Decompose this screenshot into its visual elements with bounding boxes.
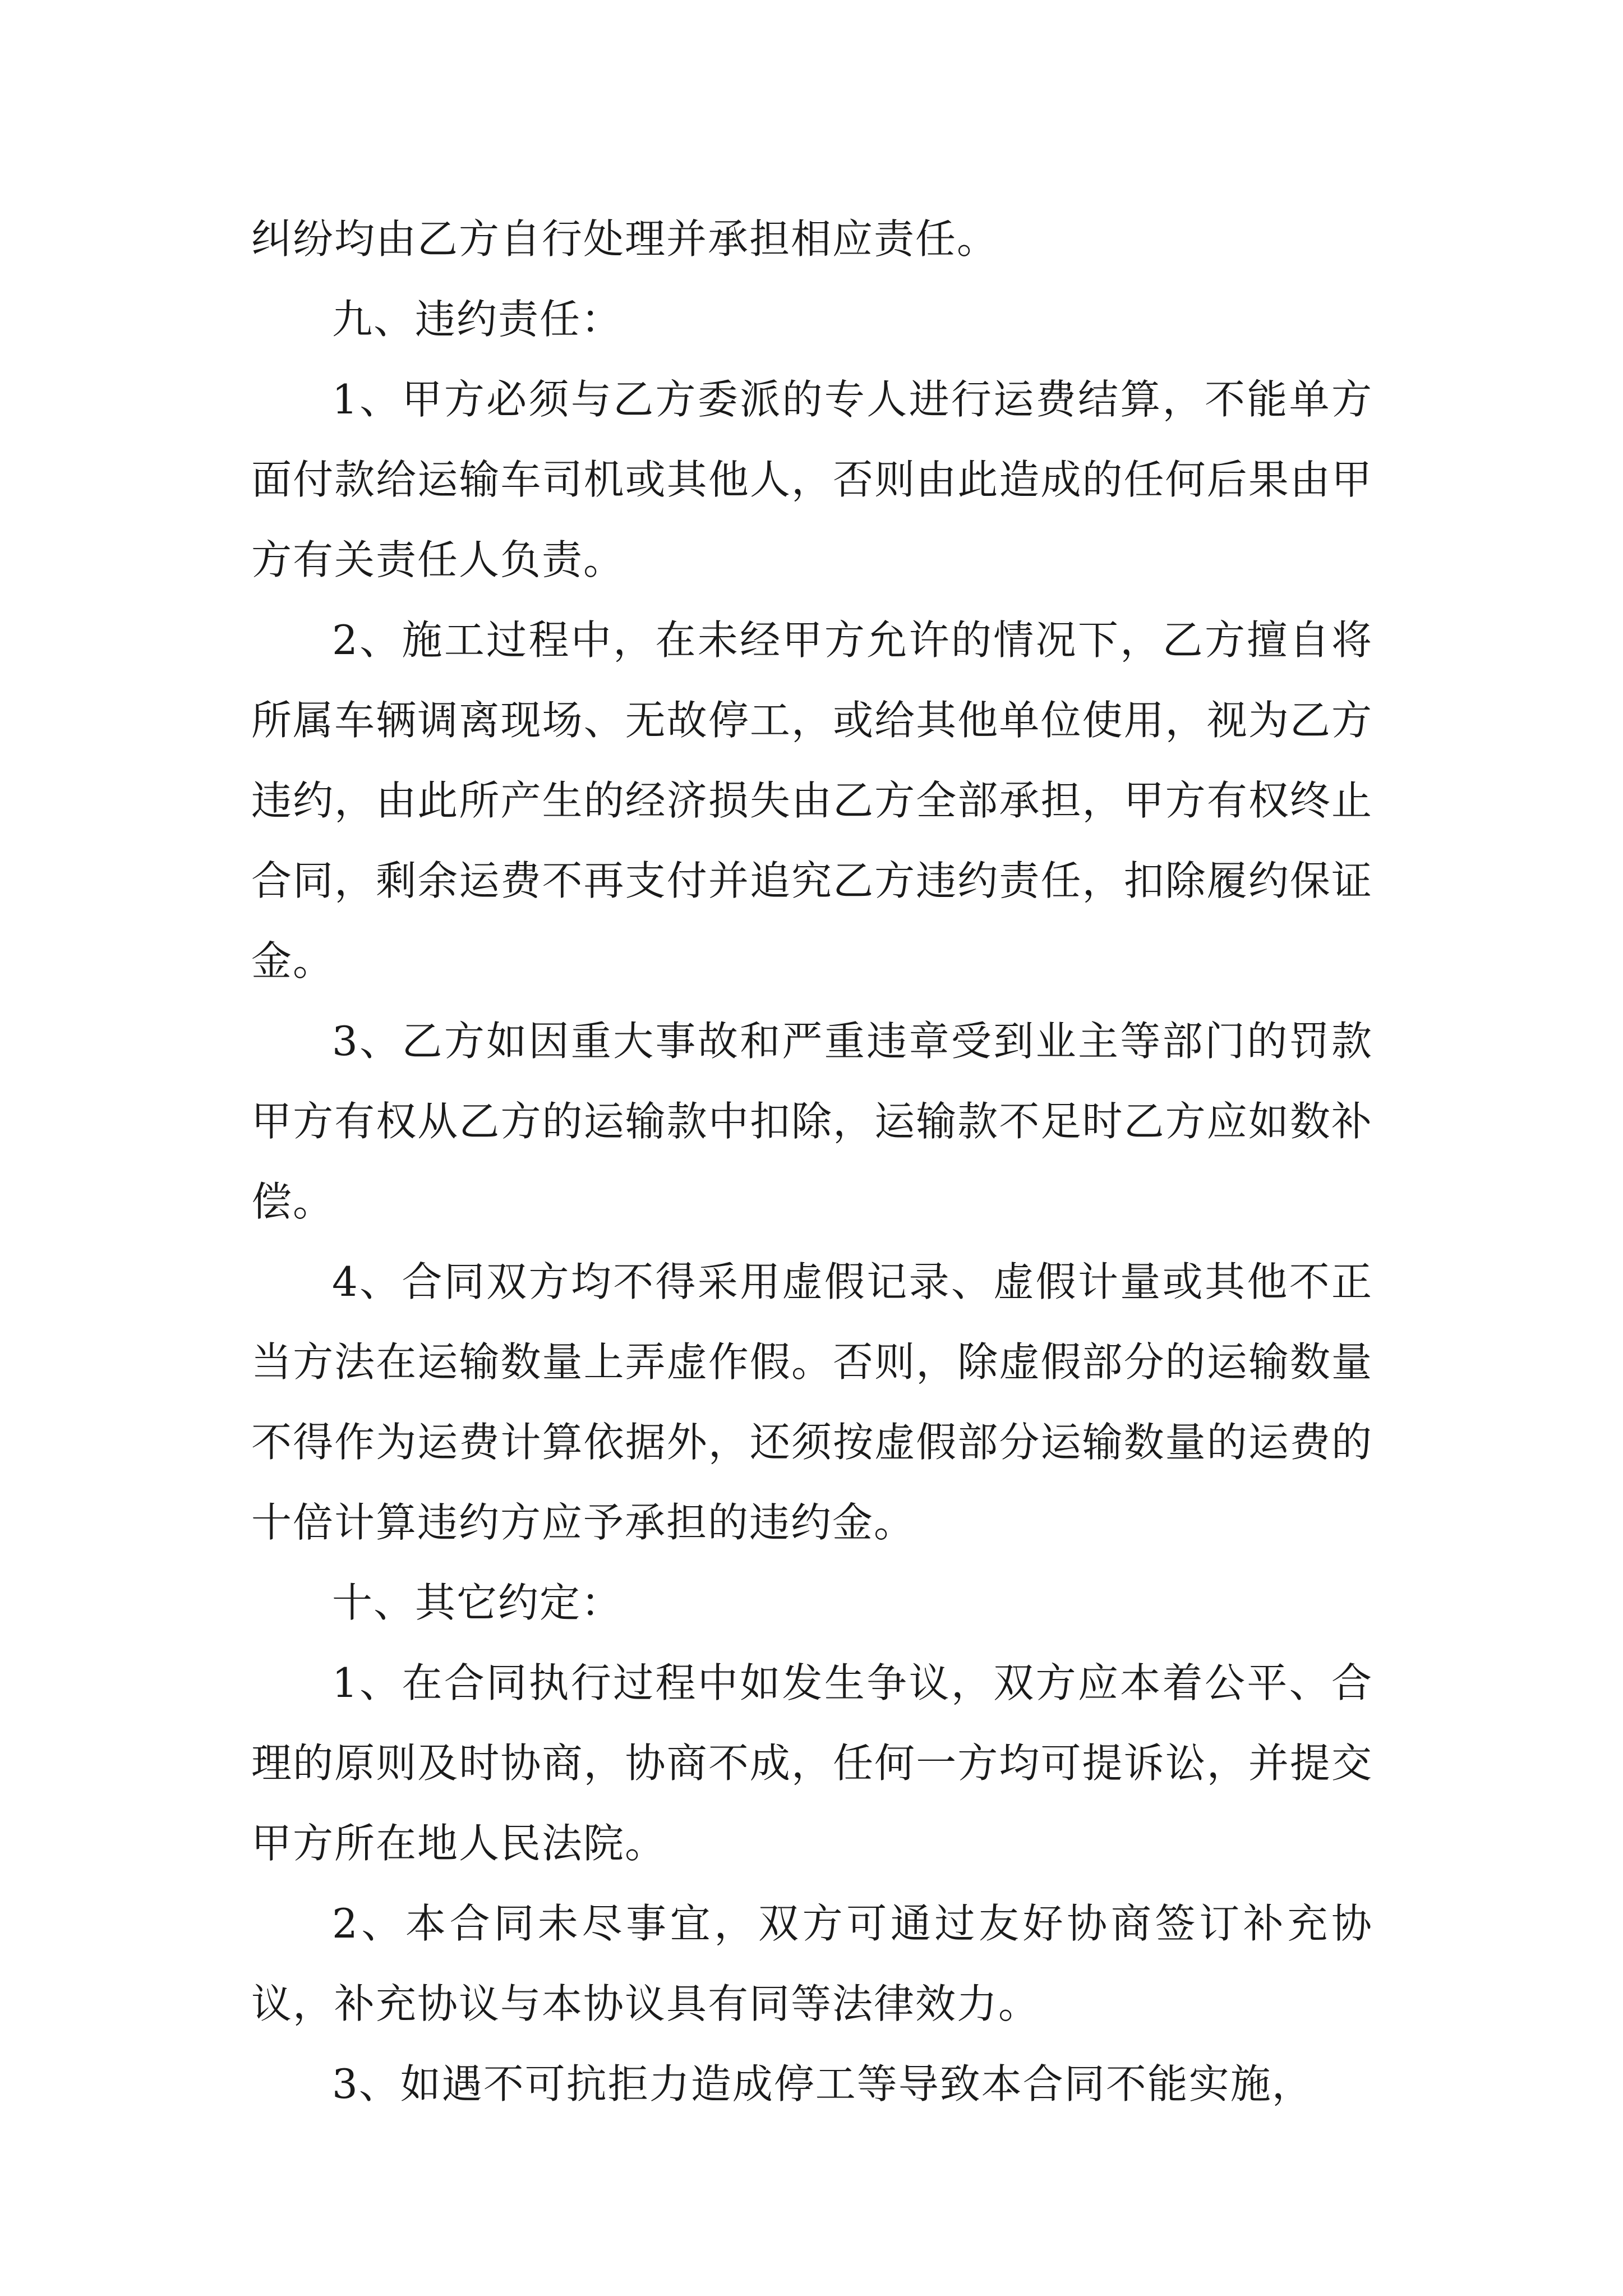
paragraph: 2、本合同未尽事宜，双方可通过友好协商签订补充协议，补充协议与本协议具有同等法律效力。 xyxy=(251,1900,1373,2027)
paragraph: 1、甲方必须与乙方委派的专人进行运费结算，不能单方面付款给运输车司机或其他人，否则由此造成的任何后果由甲方有关责任人负责。 xyxy=(251,376,1373,583)
paragraph: 3、乙方如因重大事故和严重违章受到业主等部门的罚款甲方有权从乙方的运输款中扣除，运输款不足时乙方应如数补偿。 xyxy=(251,1018,1373,1225)
section-heading-breach-liability: 九、违约责任： xyxy=(332,296,623,343)
paragraph: 纠纷均由乙方自行处理并承担相应责任。 xyxy=(251,215,999,263)
paragraph: 2、施工过程中，在未经甲方允许的情况下，乙方擅自将所属车辆调离现场、无故停工，或给其他单位使用，视为乙方违约，由此所产生的经济损失由乙方全部承担，甲方有权终止合同，剩余运费不再支付并追究乙方违约责任，扣除履约保证金。 xyxy=(251,616,1373,984)
paragraph: 1、在合同执行过程中如发生争议，双方应本着公平、合理的原则及时协商，协商不成，任何一方均可提诉讼，并提交甲方所在地人民法院。 xyxy=(251,1659,1373,1867)
paragraph: 4、合同双方均不得采用虚假记录、虚假计量或其他不正当方法在运输数量上弄虚作假。否则，除虚假部分的运输数量不得作为运费计算依据外，还须按虚假部分运输数量的运费的十倍计算违约方应予承担的违约金。 xyxy=(251,1258,1373,1546)
section-heading-other-agreements: 十、其它约定： xyxy=(332,1579,623,1626)
document-body xyxy=(251,199,1373,2124)
paragraph: 3、如遇不可抗拒力造成停工等导致本合同不能实施， xyxy=(332,2060,1313,2108)
